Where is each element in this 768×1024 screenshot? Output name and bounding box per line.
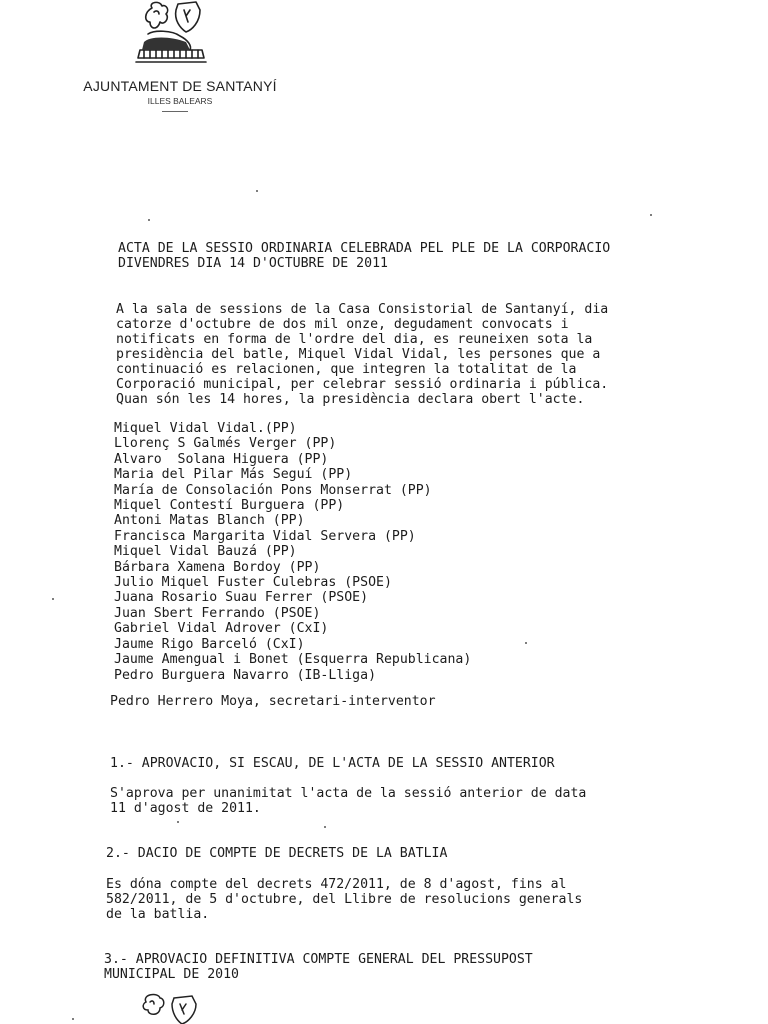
list-item: Julio Miquel Fuster Culebras (PSOE) — [114, 575, 392, 591]
scan-speck — [525, 642, 527, 644]
list-item: Pedro Burguera Navarro (IB-Lliga) — [114, 667, 377, 683]
scan-speck — [650, 214, 652, 216]
list-item: Juan Sbert Ferrando (PSOE) — [114, 605, 321, 621]
agenda-item-2-heading: 2.- DACIO DE COMPTE DE DECRETS DE LA BATLIA — [106, 846, 448, 861]
organization-name: AJUNTAMENT DE SANTANYÍ — [83, 78, 277, 94]
scan-speck — [256, 190, 258, 192]
scan-speck — [72, 1018, 74, 1020]
document-title: ACTA DE LA SESSIO ORDINARIA CELEBRADA PEL PLE DE LA CORPORACIO DIVENDRES DIA 14 D'OCTUBRE DE 2011 — [118, 241, 611, 271]
list-item: Bárbara Xamena Bordoy (PP) — [114, 559, 321, 575]
list-item: Alvaro Solana Higuera (PP) — [114, 451, 329, 467]
list-item: Francisca Margarita Vidal Servera (PP) — [114, 528, 416, 544]
list-item: Antoni Matas Blanch (PP) — [114, 513, 305, 529]
list-item: Gabriel Vidal Adrover (CxI) — [114, 621, 329, 637]
agenda-item-1-body: S'aprova per unanimitat l'acta de la sessió anterior de data 11 d'agost de 2011. — [110, 786, 587, 816]
scan-speck — [177, 821, 179, 823]
intro-paragraph: A la sala de sessions de la Casa Consistorial de Santanyí, dia catorze d'octubre de dos mil onze, degudament convocats i notificats en forma de l'ordre del dia, es reuneixen sota la presidència del batle, Miquel Vidal Vidal, les persones que a continuació es relacionen, que integren la totalitat de la Corporació municipal, per celebrar sessió ordinaria i pública. Quan són les 14 hores, la presidència declara obert l'acte. — [116, 302, 609, 407]
scan-speck — [52, 598, 54, 600]
list-item: Juana Rosario Suau Ferrer (PSOE) — [114, 590, 369, 606]
list-item: Jaume Rigo Barceló (CxI) — [114, 636, 305, 652]
list-item: Miquel Contestí Burguera (PP) — [114, 498, 345, 514]
scan-speck — [148, 219, 150, 221]
attendee-list — [114, 421, 471, 683]
list-item: Miquel Vidal Bauzá (PP) — [114, 544, 297, 560]
agenda-item-3-heading: 3.- APROVACIO DEFINITIVA COMPTE GENERAL DEL PRESSUPOST MUNICIPAL DE 2010 — [104, 952, 533, 982]
organization-subtitle: ILLES BALEARS — [147, 96, 213, 106]
letterhead-divider — [162, 111, 188, 112]
secretary-line: Pedro Herrero Moya, secretari-interventor — [110, 694, 436, 709]
list-item: Jaume Amengual i Bonet (Esquerra Republicana) — [114, 652, 472, 668]
list-item: Miquel Vidal Vidal.(PP) — [114, 421, 297, 436]
list-item: Llorenç S Galmés Verger (PP) — [114, 436, 337, 452]
coat-of-arms-logo — [130, 0, 212, 76]
agenda-item-2-body: Es dóna compte del decrets 472/2011, de 8 d'agost, fins al 582/2011, de 5 d'octubre, del Llibre de resolucions generals de la batlia. — [106, 877, 583, 922]
list-item: Maria del Pilar Más Seguí (PP) — [114, 467, 353, 483]
scan-speck — [324, 826, 326, 828]
list-item: María de Consolación Pons Monserrat (PP) — [114, 482, 432, 498]
footer-crest-icon — [138, 992, 208, 1024]
agenda-item-1-heading: 1.- APROVACIO, SI ESCAU, DE L'ACTA DE LA SESSIO ANTERIOR — [110, 756, 555, 771]
